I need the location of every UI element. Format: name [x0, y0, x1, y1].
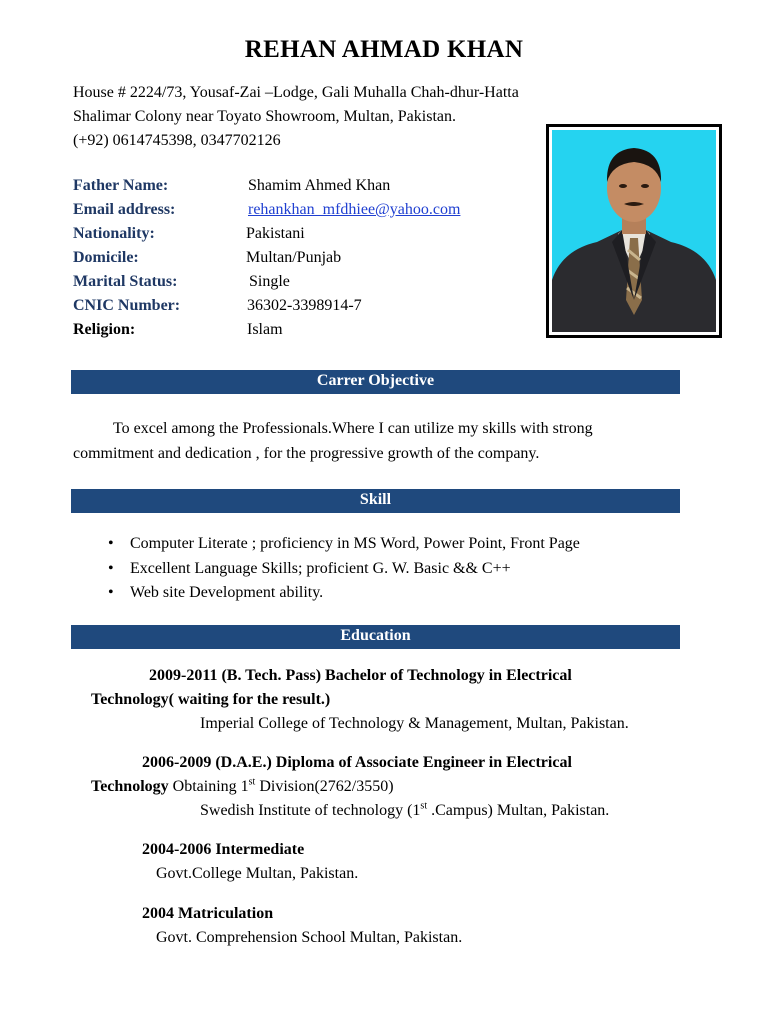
section-header-skill: Skill	[71, 489, 680, 513]
label-domicile: Domicile:	[73, 249, 139, 266]
label-marital-status: Marital Status:	[73, 273, 178, 290]
bullet-icon: •	[108, 535, 114, 552]
label-email: Email address:	[73, 201, 176, 218]
edu-1-institute: Imperial College of Technology & Management, Multan, Pakistan.	[200, 715, 629, 732]
label-nationality: Nationality:	[73, 225, 155, 242]
objective-line-1: To excel among the Professionals.Where I can utilize my skills with strong	[113, 420, 593, 437]
value-cnic: 36302-3398914-7	[247, 297, 362, 314]
edu-2-line-2: Technology Obtaining 1st Division(2762/3550)	[91, 776, 394, 795]
section-header-objective: Carrer Objective	[71, 370, 680, 394]
photo-portrait	[552, 130, 716, 332]
address-line-1: House # 2224/73, Yousaf-Zai –Lodge, Gali Muhalla Chah-dhur-Hatta	[73, 84, 519, 101]
value-domicile: Multan/Punjab	[246, 249, 342, 266]
section-header-education: Education	[71, 625, 680, 649]
edu-1-line-1: 2009-2011 (B. Tech. Pass) Bachelor of Technology in Electrical	[149, 667, 572, 684]
phone-numbers: (+92) 0614745398, 0347702126	[73, 132, 281, 149]
objective-line-2: commitment and dedication , for the progressive growth of the company.	[73, 445, 540, 462]
value-nationality: Pakistani	[246, 225, 305, 242]
edu-4-title: 2004 Matriculation	[142, 905, 274, 922]
list-item: • Computer Literate ; proficiency in MS Word, Power Point, Front Page	[73, 532, 580, 557]
skills-list	[73, 532, 580, 606]
email-link[interactable]: rehankhan_mfdhiee@yahoo.com	[248, 201, 461, 218]
list-item: • Web site Development ability.	[73, 581, 580, 606]
edu-2-institute: Swedish Institute of technology (1st .Campus) Multan, Pakistan.	[200, 800, 610, 819]
list-item: • Excellent Language Skills; proficient G. W. Basic && C++	[73, 557, 580, 582]
bullet-icon: •	[108, 584, 114, 601]
value-religion: Islam	[247, 321, 283, 338]
value-father-name: Shamim Ahmed Khan	[248, 177, 391, 194]
edu-3-institute: Govt.College Multan, Pakistan.	[156, 865, 359, 882]
edu-3-title: 2004-2006 Intermediate	[142, 841, 305, 858]
profile-photo	[546, 124, 722, 338]
address-line-2: Shalimar Colony near Toyato Showroom, Multan, Pakistan.	[73, 108, 456, 125]
edu-1-line-2: Technology( waiting for the result.)	[91, 691, 331, 708]
label-religion: Religion:	[73, 321, 136, 338]
edu-2-line-1: 2006-2009 (D.A.E.) Diploma of Associate Engineer in Electrical	[142, 754, 572, 771]
person-silhouette-icon	[552, 130, 716, 332]
value-marital-status: Single	[249, 273, 290, 290]
resume-name: REHAN AHMAD KHAN	[244, 36, 524, 63]
label-cnic: CNIC Number:	[73, 297, 181, 314]
edu-4-institute: Govt. Comprehension School Multan, Pakistan.	[156, 929, 463, 946]
bullet-icon: •	[108, 559, 114, 577]
label-father-name: Father Name:	[73, 177, 169, 194]
